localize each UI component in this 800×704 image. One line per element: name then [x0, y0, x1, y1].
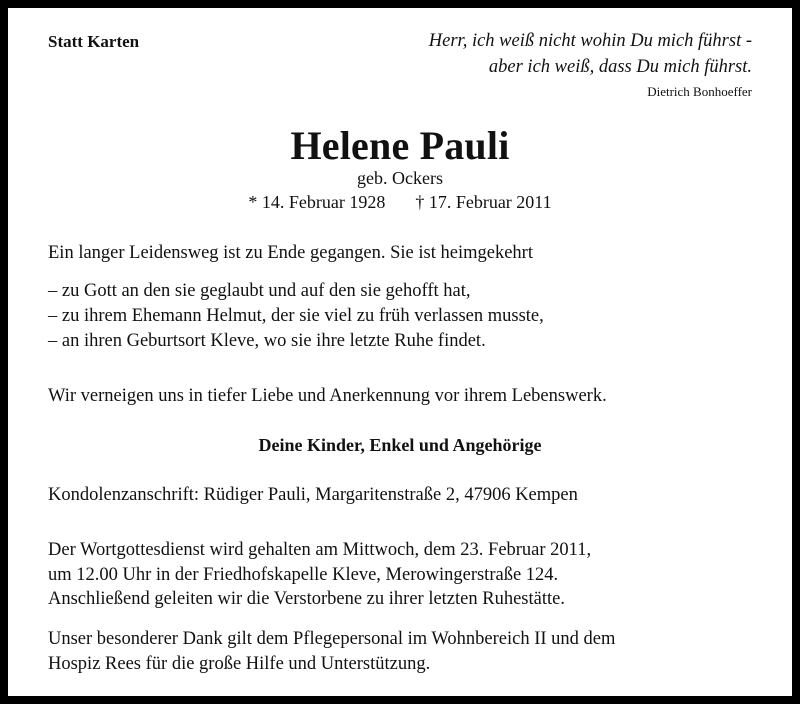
obituary-card [8, 8, 792, 696]
death-date: † 17. Februar 2011 [415, 192, 552, 212]
quote-line-2: aber ich weiß, dass Du mich führst. [488, 57, 752, 77]
thanks-line: Hospiz Rees für die große Hilfe und Unterstützung. [48, 654, 431, 674]
life-dates [8, 192, 792, 213]
thanks-line: Unser besonderer Dank gilt dem Pflegepersonal im Wohnbereich II und dem [48, 629, 616, 649]
birth-date: * 14. Februar 1928 [248, 192, 386, 212]
service-line: um 12.00 Uhr in der Friedhofskapelle Kleve, Merowingerstraße 124. [48, 565, 559, 585]
list-item: – an ihren Geburtsort Kleve, wo sie ihre letzte Ruhe findet. [48, 331, 486, 351]
deceased-name: Helene Pauli [290, 123, 510, 168]
statt-karten-label: Statt Karten [48, 32, 140, 51]
tribute-text: Wir verneigen uns in tiefer Liebe und Anerkennung vor ihrem Lebenswerk. [48, 386, 607, 406]
intro-text: Ein langer Leidensweg ist zu Ende gegangen. Sie ist heimgekehrt [48, 243, 533, 263]
list-item: – zu Gott an den sie geglaubt und auf den sie gehofft hat, [48, 281, 471, 301]
quote-line-1: Herr, ich weiß nicht wohin Du mich führst - [428, 31, 752, 51]
family-signature: Deine Kinder, Enkel und Angehörige [258, 435, 542, 455]
condolence-address: Kondolenzanschrift: Rüdiger Pauli, Margaritenstraße 2, 47906 Kempen [48, 485, 578, 505]
service-line: Anschließend geleiten wir die Verstorbene zu ihrer letzten Ruhestätte. [48, 589, 565, 609]
quote-author: Dietrich Bonhoeffer [647, 84, 752, 99]
service-line: Der Wortgottesdienst wird gehalten am Mittwoch, dem 23. Februar 2011, [48, 540, 592, 560]
maiden-name: geb. Ockers [357, 168, 443, 188]
list-item: – zu ihrem Ehemann Helmut, der sie viel zu früh verlassen musste, [48, 306, 544, 326]
